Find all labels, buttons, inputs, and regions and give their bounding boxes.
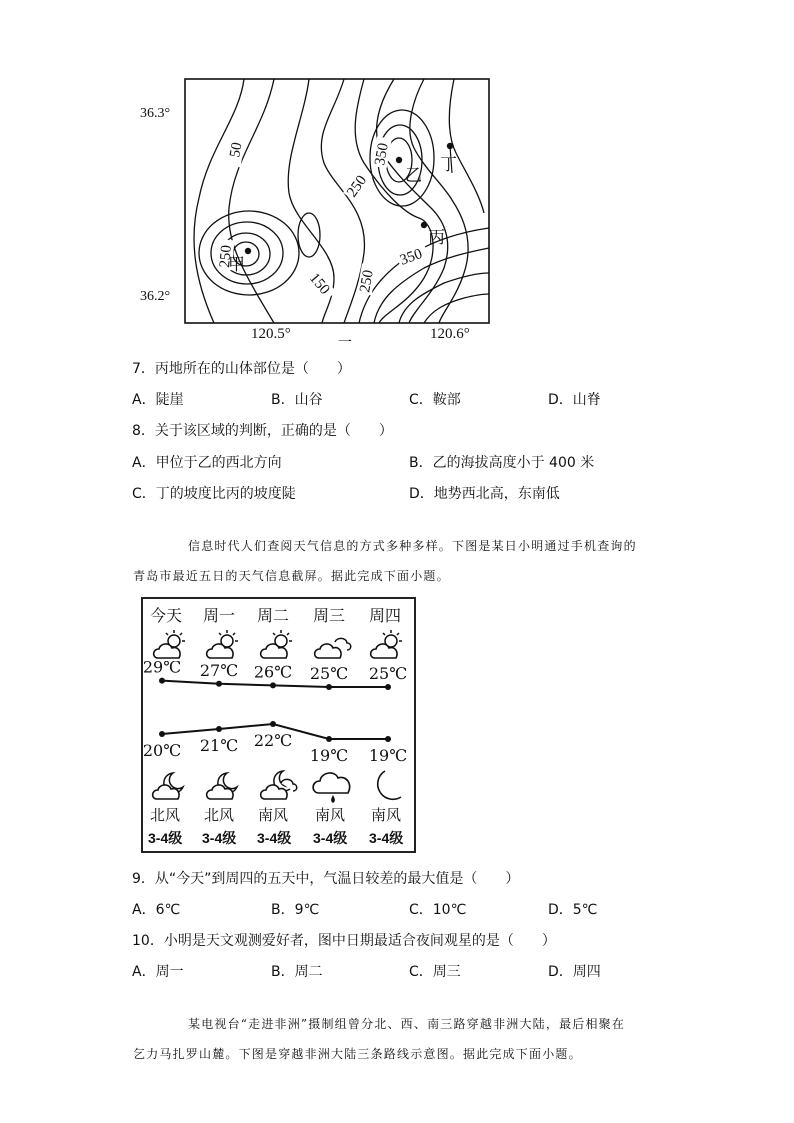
low-temp-point [326, 736, 332, 742]
question-8-option-c[interactable]: C．丁的坡度比丙的坡度陡 [132, 486, 296, 502]
question-10-option-a[interactable]: A．周一 [132, 964, 184, 980]
low-temp-label: 19℃ [368, 746, 408, 765]
question-9-option-a[interactable]: A．6℃ [132, 902, 181, 918]
weather-day: 周三 [313, 606, 346, 625]
low-temp-label: 21℃ [199, 736, 239, 755]
contour-label: 250 [344, 172, 371, 201]
question-10-option-b[interactable]: B．周二 [271, 964, 323, 980]
high-temp-label: 26℃ [253, 662, 293, 682]
contour-label: 250 [217, 244, 235, 269]
question-8-option-a[interactable]: A．甲位于乙的西北方向 [132, 455, 282, 471]
contour-label: 250 [357, 268, 377, 294]
cloudy-icon [315, 638, 351, 658]
contour-label: 50 [227, 141, 246, 159]
high-temp-label: 29℃ [143, 661, 182, 677]
crescent-moon-icon [378, 771, 401, 799]
place-label-ding: 丁 [440, 155, 457, 175]
longitude-label-left: 120.5° [251, 326, 291, 342]
question-7-option-c[interactable]: C．鞍部 [409, 392, 461, 408]
intro-paragraph-2-line-2: 乞力马扎罗山麓。下图是穿越非洲大陆三条路线示意图。据此完成下面小题。 [133, 1047, 582, 1061]
weather-day: 周二 [257, 606, 290, 625]
weather-wind-level: 3-4级 [148, 830, 183, 846]
question-9-option-c[interactable]: C．10℃ [409, 902, 467, 918]
weather-wind: 南风 [371, 806, 402, 824]
high-temp-label: 25℃ [309, 664, 349, 683]
weather-wind-level: 3-4级 [257, 830, 292, 846]
high-temp-point [385, 684, 391, 690]
high-temp-point [326, 684, 332, 690]
weather-day: 周一 [203, 606, 236, 625]
point-yi-marker [396, 157, 402, 163]
point-bing-marker [421, 222, 427, 228]
question-9-option-d[interactable]: D．5℃ [548, 902, 598, 918]
latitude-label-top: 36.3° [140, 106, 171, 121]
high-temp-label: 25℃ [368, 664, 408, 683]
weather-forecast-figure [141, 597, 416, 853]
low-temp-label: 19℃ [309, 746, 349, 765]
contour-map-figure [130, 70, 500, 360]
high-temp-point [216, 681, 222, 687]
cloudy-moon-icon [261, 771, 297, 799]
latitude-label-bottom: 36.2° [140, 289, 171, 304]
partly-sunny-icon [261, 630, 292, 658]
place-label-yi: 乙 [405, 166, 422, 186]
intro-paragraph-2-line-1: 某电视台“走进非洲”摄制组曾分北、西、南三路穿越非洲大陆，最后相聚在 [188, 1017, 626, 1031]
longitude-label-right: 120.6° [430, 326, 470, 342]
high-temp-label: 27℃ [199, 661, 239, 680]
below-map-mark: 一 [338, 335, 352, 351]
temperature-chart [143, 661, 414, 771]
contour-label: 150 [305, 270, 333, 298]
weather-wind: 南风 [258, 806, 289, 824]
weather-wind-level: 3-4级 [202, 830, 237, 846]
weather-wind: 北风 [150, 806, 181, 824]
weather-wind-level: 3-4级 [313, 830, 348, 846]
contour-map [184, 78, 490, 324]
intro-paragraph-1-line-1: 信息时代人们查阅天气信息的方式多种多样。下图是某日小明通过手机查询的 [188, 539, 637, 553]
high-temp-point [270, 682, 276, 688]
contour-label: 350 [372, 141, 392, 167]
low-temp-label: 22℃ [253, 731, 293, 750]
question-7-option-a[interactable]: A．陡崖 [132, 392, 184, 408]
point-jia-marker [245, 248, 251, 254]
intro-paragraph-1-line-2: 青岛市最近五日的天气信息截屏。据此完成下面小题。 [133, 569, 450, 583]
question-8-option-d[interactable]: D．地势西北高，东南低 [409, 486, 560, 502]
low-temp-point [270, 721, 276, 727]
partly-sunny-icon [207, 630, 238, 658]
low-temp-point [385, 736, 391, 742]
question-9-stem: 9．从“今天”到周四的五天中，气温日较差的最大值是（ ） [132, 871, 520, 887]
question-7-stem: 7．丙地所在的山体部位是（ ） [132, 361, 351, 377]
question-9-option-b[interactable]: B．9℃ [271, 902, 320, 918]
place-label-bing: 丙 [428, 228, 445, 248]
question-10-option-c[interactable]: C．周三 [409, 964, 461, 980]
question-10-stem: 10．小明是天文观测爱好者，图中日期最适合夜间观星的是（ ） [132, 933, 556, 949]
weather-wind-level: 3-4级 [369, 830, 404, 846]
rain-cloud-icon [313, 773, 350, 803]
question-8-option-b[interactable]: B．乙的海拔高度小于 400 米 [409, 455, 595, 471]
partly-sunny-icon [371, 630, 402, 658]
cloudy-moon-icon [153, 773, 183, 799]
low-temp-label: 20℃ [143, 741, 182, 760]
high-temp-point [159, 678, 165, 684]
question-7-option-b[interactable]: B．山谷 [271, 392, 323, 408]
low-temp-point [159, 731, 165, 737]
partly-sunny-icon [154, 630, 185, 658]
question-8-stem: 8．关于该区域的判断，正确的是（ ） [132, 423, 393, 439]
contour-label: 350 [397, 246, 425, 269]
question-10-option-d[interactable]: D．周四 [548, 964, 601, 980]
cloudy-moon-icon [207, 773, 237, 799]
place-label-jia: 甲 [228, 255, 245, 275]
weather-day: 今天 [150, 606, 183, 625]
weather-day: 周四 [369, 606, 402, 625]
question-7-option-d[interactable]: D．山脊 [548, 392, 601, 408]
low-temp-point [216, 726, 222, 732]
weather-wind: 北风 [204, 806, 235, 824]
weather-wind: 南风 [315, 806, 346, 824]
